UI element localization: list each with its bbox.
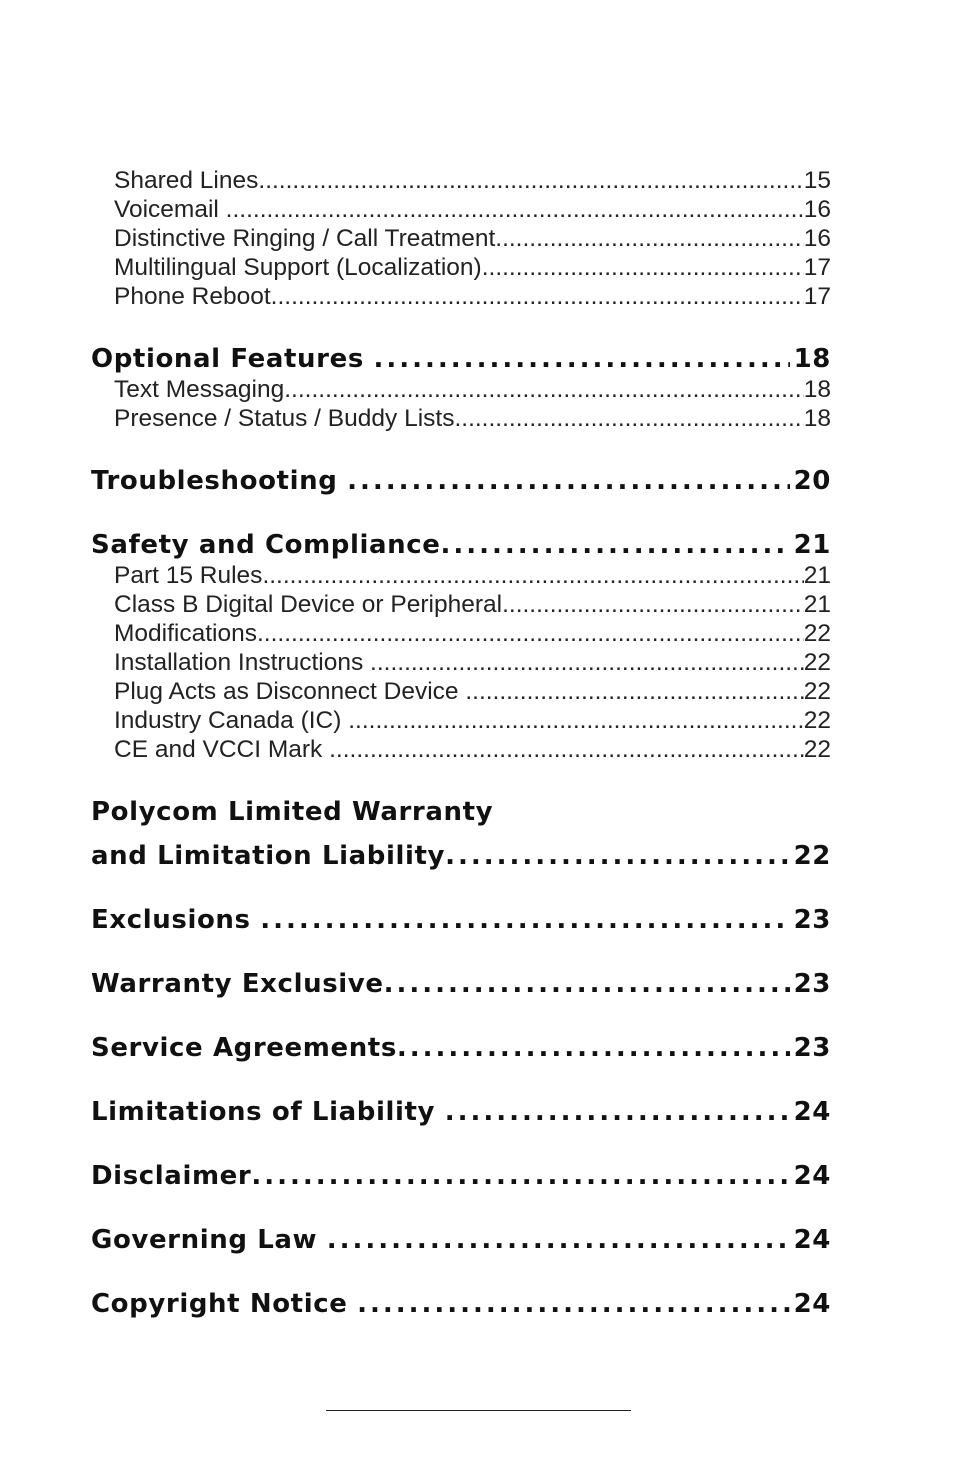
dot-leader	[454, 404, 803, 433]
dot-leader	[251, 1161, 789, 1192]
toc-page-number: 22	[803, 678, 831, 705]
toc-page-number: 22	[803, 707, 831, 734]
toc-entry-title: Plug Acts as Disconnect Device	[114, 678, 466, 705]
toc-entry-title: Safety and Compliance	[91, 530, 441, 560]
toc-spacer	[91, 764, 831, 797]
toc-page-number: 22	[803, 620, 831, 647]
toc-entry-title: Multilingual Support (Localization)	[114, 254, 482, 281]
toc-page-number: 22	[803, 736, 831, 763]
toc-entry-title: Presence / Status / Buddy Lists	[114, 405, 455, 432]
toc-subsection-entry[interactable]	[91, 253, 831, 282]
toc-page-number: 23	[793, 905, 831, 935]
toc-page-number: 18	[803, 405, 831, 432]
dot-leader	[327, 1225, 790, 1256]
toc-entry-title: Optional Features	[91, 344, 374, 374]
toc-spacer	[91, 828, 831, 841]
toc-entry-title: Text Messaging	[114, 376, 285, 403]
toc-page-number: 21	[793, 530, 831, 560]
toc-subsection-entry[interactable]	[91, 677, 831, 706]
dot-leader	[445, 841, 790, 872]
toc-page-number: 16	[803, 196, 831, 223]
toc-entry-title: Distinctive Ringing / Call Treatment	[114, 225, 496, 252]
toc-spacer	[91, 497, 831, 530]
dot-leader	[348, 706, 804, 735]
toc-page-number: 24	[793, 1225, 831, 1255]
toc-spacer	[91, 1128, 831, 1161]
dot-leader	[347, 466, 790, 497]
toc-page-number: 21	[803, 591, 831, 618]
toc-page-number: 18	[793, 344, 831, 374]
toc-entry-title: Phone Reboot	[114, 283, 271, 310]
dot-leader	[226, 195, 804, 224]
dot-leader	[397, 1033, 790, 1064]
toc-subsection-entry[interactable]	[91, 706, 831, 735]
toc-entry-title: Disclaimer	[91, 1161, 252, 1191]
dot-leader	[257, 619, 804, 648]
toc-spacer	[91, 872, 831, 905]
toc-subsection-entry[interactable]	[91, 166, 831, 195]
dot-leader	[502, 590, 804, 619]
toc-page-number: 23	[793, 1033, 831, 1063]
toc-section-entry[interactable]	[91, 344, 831, 375]
toc-page-number: 22	[793, 841, 831, 871]
toc-entry-title: CE and VCCI Mark	[114, 736, 330, 763]
toc-entry-title: Warranty Exclusive	[91, 969, 384, 999]
toc-subsection-entry[interactable]	[91, 590, 831, 619]
dot-leader	[357, 1289, 790, 1320]
toc-subsection-entry[interactable]	[91, 735, 831, 764]
toc-section-entry[interactable]	[91, 1161, 831, 1192]
toc-subsection-entry[interactable]	[91, 648, 831, 677]
toc-section-entry[interactable]	[91, 841, 831, 872]
toc-entry-title: Shared Lines	[114, 167, 259, 194]
toc-page-number: 16	[803, 225, 831, 252]
toc-entry-title: Part 15 Rules	[114, 562, 263, 589]
toc-spacer	[91, 936, 831, 969]
toc-section-entry[interactable]	[91, 1097, 831, 1128]
toc-entry-title: Copyright Notice	[91, 1289, 358, 1319]
toc-spacer	[91, 1192, 831, 1225]
toc-heading-line: Polycom Limited Warranty	[91, 797, 494, 827]
dot-leader	[260, 905, 789, 936]
toc-page-number: 22	[803, 649, 831, 676]
toc-spacer	[91, 1064, 831, 1097]
toc-section-entry[interactable]	[91, 905, 831, 936]
toc-page-number: 17	[803, 283, 831, 310]
toc-section-entry[interactable]	[91, 530, 831, 561]
toc-page-number: 18	[803, 376, 831, 403]
dot-leader	[284, 375, 804, 404]
toc-entry-title: Governing Law	[91, 1225, 327, 1255]
toc-section-entry[interactable]	[91, 969, 831, 1000]
toc-entry-title: Exclusions	[91, 905, 261, 935]
dot-leader	[271, 282, 804, 311]
toc-spacer	[91, 1256, 831, 1289]
dot-leader	[329, 735, 804, 764]
toc-subsection-entry[interactable]	[91, 561, 831, 590]
toc-subsection-entry[interactable]	[91, 404, 831, 433]
toc-entry-title: Industry Canada (IC)	[114, 707, 349, 734]
toc-entry-title: Installation Instructions	[114, 649, 371, 676]
toc-subsection-entry[interactable]	[91, 195, 831, 224]
toc-spacer	[91, 433, 831, 466]
toc-entry-title: Service Agreements	[91, 1033, 397, 1063]
toc-entry-title: and Limitation Liability	[91, 841, 446, 871]
dot-leader	[374, 344, 790, 375]
toc-section-entry[interactable]	[91, 1033, 831, 1064]
toc-spacer	[91, 1000, 831, 1033]
toc-page-number: 17	[803, 254, 831, 281]
toc-page-number: 23	[793, 969, 831, 999]
toc-subsection-entry[interactable]	[91, 224, 831, 253]
dot-leader	[465, 677, 803, 706]
toc-entry-title: Class B Digital Device or Peripheral	[114, 591, 503, 618]
dot-leader	[370, 648, 804, 677]
toc-subsection-entry[interactable]	[91, 375, 831, 404]
toc-section-entry[interactable]	[91, 466, 831, 497]
dot-leader	[258, 166, 803, 195]
footer-rule	[326, 1410, 631, 1411]
dot-leader	[445, 1097, 790, 1128]
toc-page-number: 24	[793, 1289, 831, 1319]
dot-leader	[482, 253, 804, 282]
toc-entry-title: Troubleshooting	[91, 466, 348, 496]
toc-page-number: 15	[803, 167, 831, 194]
toc-page-number: 20	[793, 466, 831, 496]
toc-page-number: 24	[793, 1097, 831, 1127]
toc-entry-title: Limitations of Liability	[91, 1097, 445, 1127]
toc-section-entry[interactable]	[91, 1289, 831, 1320]
toc-page-number: 24	[793, 1161, 831, 1191]
dot-leader	[262, 561, 803, 590]
table-of-contents	[91, 166, 831, 1320]
toc-spacer	[91, 311, 831, 344]
toc-section-entry[interactable]	[91, 1225, 831, 1256]
toc-entry-title: Voicemail	[114, 196, 226, 223]
dot-leader	[495, 224, 803, 253]
toc-page-number: 21	[803, 562, 831, 589]
toc-subsection-entry[interactable]	[91, 282, 831, 311]
dot-leader	[441, 530, 790, 561]
toc-subsection-entry[interactable]	[91, 619, 831, 648]
dot-leader	[384, 969, 790, 1000]
toc-entry-title: Modifications	[114, 620, 257, 647]
